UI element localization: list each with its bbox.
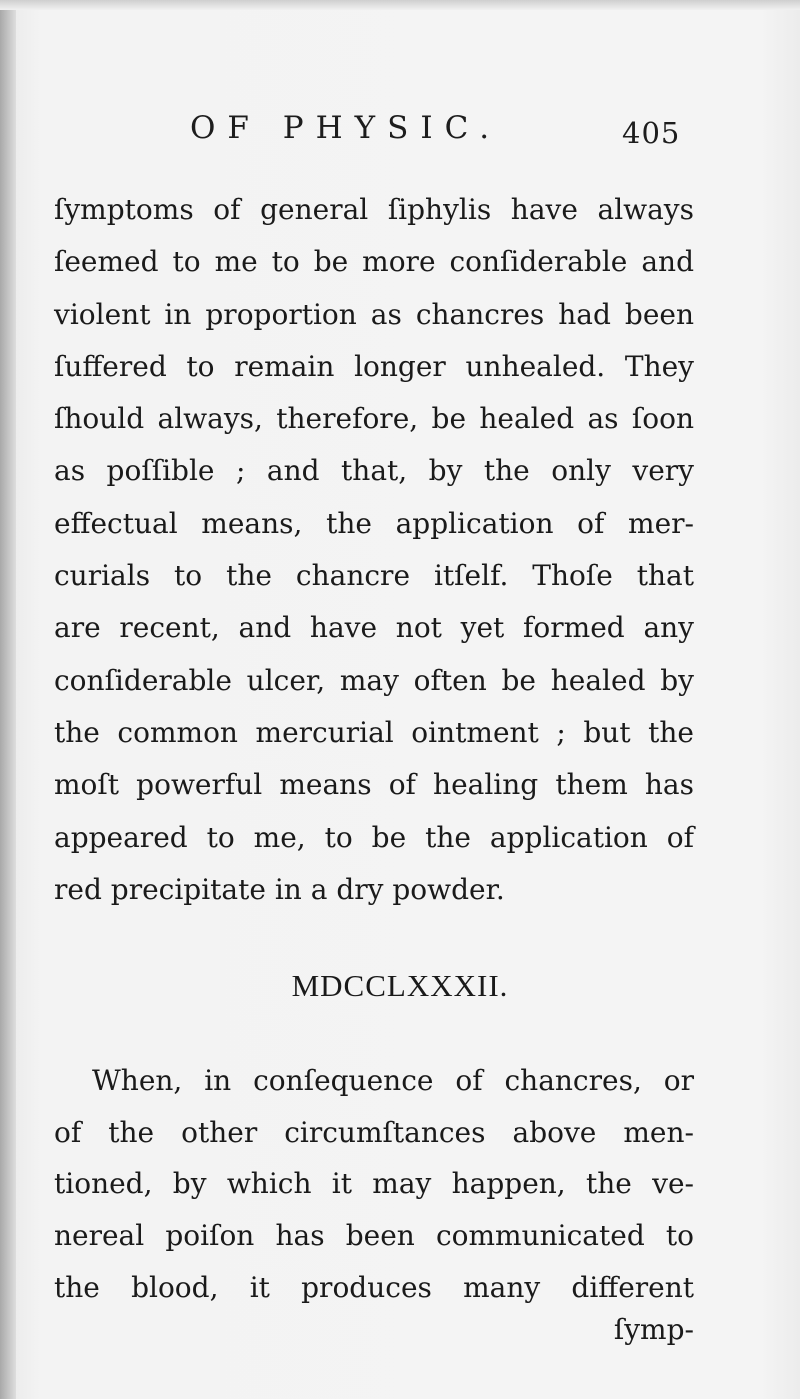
running-head: [0, 108, 800, 158]
page-gutter-shadow: [0, 0, 16, 1399]
text-line: ſymptoms of general ſiphylis have always: [54, 193, 694, 226]
text-line: When, in conſequence of chancres, or: [92, 1064, 694, 1097]
text-line: as poſſible ; and that, by the only very: [54, 454, 694, 488]
text-line: ſuffered to remain longer unhealed. They: [54, 349, 694, 383]
catchword: ſymp-: [613, 1313, 694, 1346]
page-top-shadow: [0, 0, 800, 10]
text-line: violent in proportion as chancres had been: [54, 297, 694, 331]
text-line: of the other circumſtances above men-: [54, 1115, 694, 1149]
section-heading: MDCCLXXXII.: [291, 968, 509, 1003]
text-line: red precipitate in a dry powder.: [54, 872, 505, 906]
text-line: nereal poiſon has been communicated to: [54, 1219, 694, 1253]
paragraph-continued: [54, 184, 694, 916]
text-line: the blood, it produces many different: [54, 1270, 694, 1304]
text-line: effectual means, the application of mer-: [54, 506, 694, 540]
page-number: 405: [622, 116, 681, 150]
running-head-title: OF PHYSIC.: [190, 110, 502, 146]
text-line: curials to the chancre itſelf. Thoſe that: [54, 559, 694, 593]
text-line: ſhould always, therefore, be healed as ſoon: [54, 402, 694, 436]
text-line: are recent, and have not yet formed any: [54, 611, 694, 645]
text-line: appeared to me, to be the application of: [54, 820, 694, 854]
text-line: ſeemed to me to be more conſiderable and: [54, 245, 694, 279]
text-line: tioned, by which it may happen, the ve-: [54, 1167, 694, 1201]
text-line: the common mercurial ointment ; but the: [54, 715, 694, 749]
paragraph-new: [54, 1055, 694, 1313]
text-line: moſt powerful means of healing them has: [54, 768, 694, 802]
text-line: conſiderable ulcer, may often be healed by: [54, 663, 694, 697]
